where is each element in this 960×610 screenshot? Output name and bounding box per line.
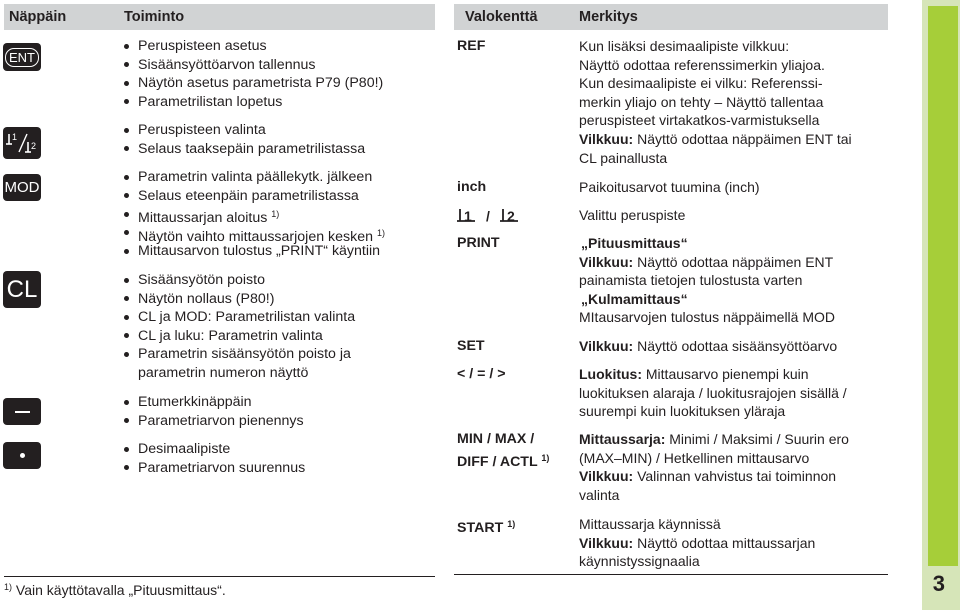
blink-label: Vilkkuu:: [579, 338, 634, 354]
classification-label: Luokitus:: [579, 366, 642, 382]
footnote-text: Vain käyttötavalla „Pituusmittaus“.: [15, 582, 226, 598]
meaning-text: Minimi / Maksimi / Suurin ero: [669, 431, 849, 447]
meaning-line: Kun lisäksi desimaalipiste vilkkuu:: [579, 38, 790, 54]
footnote: [4, 582, 226, 598]
meaning-heading: „Kulmamittaus“: [581, 290, 688, 307]
function-text: Mittausarvon tulostus „PRINT“ käyntiin: [138, 243, 381, 260]
field-label-ref: REF: [457, 38, 486, 54]
function-text: Näytön asetus parametrista P79 (P80!): [138, 75, 384, 92]
field-label-refpoint: [457, 206, 527, 232]
function-text: Selaus taaksepäin parametrilistassa: [138, 140, 366, 157]
meaning-print: [579, 234, 891, 327]
minus-key-icon: [3, 398, 41, 425]
meaning-minmax: [579, 430, 891, 504]
ref-arrows-icon: [5, 131, 39, 155]
function-text: Parametriarvon pienennys: [138, 412, 304, 429]
meaning-line: luokituksen alaraja / luokitusrajojen sisällä /: [579, 384, 847, 401]
footnote-marker: 1): [376, 227, 385, 238]
field-label-print: PRINT: [457, 235, 500, 251]
left-table-bottom-rule: [4, 576, 435, 577]
field-label-classification: < / = / >: [457, 366, 506, 382]
blink-label: Vilkkuu:: [579, 468, 634, 485]
field-label-diffactl-text: DIFF / ACTL: [457, 454, 538, 470]
function-text: Näytön vaihto mittaussarjojen kesken: [138, 228, 374, 245]
svg-text:2: 2: [507, 208, 515, 224]
function-text: Sisäänsyötön poisto: [138, 272, 265, 288]
right-table-bottom-rule: [454, 574, 888, 575]
meaning-line: [579, 337, 891, 356]
function-text: Näytön nollaus (P80!): [138, 290, 275, 307]
function-text: Parametriarvon suurennus: [138, 459, 306, 476]
ref-select-key-icon: [3, 127, 41, 159]
footnote-marker: 1): [4, 582, 13, 592]
col-meaning-header: Merkitys: [579, 9, 638, 25]
meaning-text: Valinnan vahvistus tai toiminnon: [637, 468, 837, 485]
meaning-text: Näyttö odottaa mittaussarjan: [637, 534, 816, 551]
function-text: Mittaussarjan aloitus: [138, 210, 268, 227]
meaning-line: merkin yliajo on tehty – Näyttö tallentaa: [579, 93, 824, 110]
footnote-marker: 1): [271, 209, 280, 220]
function-text: Parametrin sisäänsyötön poisto ja: [138, 346, 351, 363]
meaning-line: käynnistyssignaalia: [579, 553, 700, 570]
field-label-start-text: START: [457, 520, 504, 536]
meaning-line: Näyttö odottaa referenssimerkin yliajoa.: [579, 56, 825, 73]
field-label-diffactl: [457, 449, 549, 472]
function-text: CL ja luku: Parametrin valinta: [138, 327, 323, 344]
meaning-line: [579, 130, 891, 149]
mod-key-label: MOD: [4, 179, 40, 196]
meaning-line: [579, 534, 891, 553]
meaning-inch: [579, 178, 891, 197]
series-label: Mittaussarja:: [579, 431, 666, 447]
meaning-line: [579, 467, 891, 486]
function-text: Parametrin valinta päällekytk. jälkeen: [138, 169, 373, 185]
field-label-minmax: MIN / MAX /: [457, 431, 535, 447]
function-text: Parametrilistan lopetus: [138, 93, 283, 110]
function-text: Etumerkkinäppäin: [138, 394, 252, 410]
meaning-heading: „Pituusmittaus“: [581, 235, 688, 251]
col-label-header: Valokenttä: [465, 9, 538, 25]
blink-label: Vilkkuu:: [579, 253, 634, 270]
chapter-tab: [922, 0, 960, 610]
meaning-line: CL painallusta: [579, 149, 668, 166]
meaning-set: [579, 337, 891, 356]
ref-point-icon: [457, 206, 527, 226]
meaning-classification: [579, 365, 891, 421]
meaning-line: (MAX–MIN) / Hetkellinen mittausarvo: [579, 449, 810, 466]
meaning-line: MItausarvojen tulostus näppäimellä MOD: [579, 309, 836, 326]
meaning-text: Näyttö odottaa näppäimen ENT tai: [637, 130, 852, 147]
footnote-marker: 1): [507, 519, 516, 529]
cl-key-icon: [3, 271, 41, 308]
mod-key-icon: [3, 174, 41, 201]
field-label-set: SET: [457, 338, 485, 354]
meaning-text: Mittausarvo pienempi kuin: [645, 366, 809, 382]
ent-key-label: ENT: [5, 48, 39, 67]
meaning-line: [579, 253, 891, 272]
decimal-key-dot: [20, 453, 25, 458]
ent-key-icon: [3, 43, 41, 71]
meaning-line: Kun desimaalipiste ei vilku: Referenssi-: [579, 75, 823, 92]
meaning-line: [579, 430, 891, 449]
footnote-marker: 1): [541, 453, 550, 463]
minus-key-bar: [15, 411, 30, 413]
right-table-header: [454, 4, 888, 30]
field-label-inch: inch: [457, 179, 487, 195]
meaning-ref: [579, 37, 891, 167]
meaning-refpoint: [579, 206, 891, 225]
cl-key-label: CL: [6, 275, 38, 303]
meaning-text: Näyttö odottaa näppäimen ENT: [637, 253, 834, 270]
blink-label: Vilkkuu:: [579, 534, 634, 551]
col-function-header: Toiminto: [124, 9, 185, 25]
left-table-header: [4, 4, 435, 30]
function-text: Sisäänsyöttöarvon tallennus: [138, 56, 316, 73]
svg-text:2: 2: [31, 141, 37, 151]
blink-label: Vilkkuu:: [579, 130, 634, 147]
function-text: CL ja MOD: Parametrilistan valinta: [138, 309, 356, 326]
col-key-header: Näppäin: [9, 9, 67, 25]
function-text: Selaus eteenpäin parametrilistassa: [138, 187, 359, 204]
meaning-start: [579, 515, 891, 571]
chapter-tab-marker: [928, 6, 958, 566]
function-text: parametrin numeron näyttö: [138, 365, 309, 381]
meaning-text: Näyttö odottaa sisäänsyöttöarvo: [637, 338, 838, 354]
meaning-line: valinta: [579, 486, 620, 503]
svg-text:1: 1: [12, 132, 18, 142]
function-text: Peruspisteen valinta: [138, 122, 266, 138]
page-number: 3: [932, 571, 945, 596]
meaning-line: Valittu peruspiste: [579, 207, 686, 223]
meaning-line: Mittaussarja käynnissä: [579, 516, 721, 532]
meaning-line: peruspisteet virtakatkos-varmistuksella: [579, 112, 820, 129]
svg-text:1: 1: [464, 208, 472, 224]
svg-text:/: /: [486, 208, 490, 224]
function-text: Desimaalipiste: [138, 441, 231, 457]
meaning-line: [579, 365, 891, 384]
field-label-start: [457, 515, 515, 538]
meaning-line: painamista tietojen tulostusta varten: [579, 272, 803, 289]
function-text: Peruspisteen asetus: [138, 38, 267, 54]
decimal-key-icon: [3, 442, 41, 469]
meaning-line: suurempi kuin luokituksen yläraja: [579, 403, 786, 420]
meaning-line: Paikoitusarvot tuumina (inch): [579, 179, 760, 195]
